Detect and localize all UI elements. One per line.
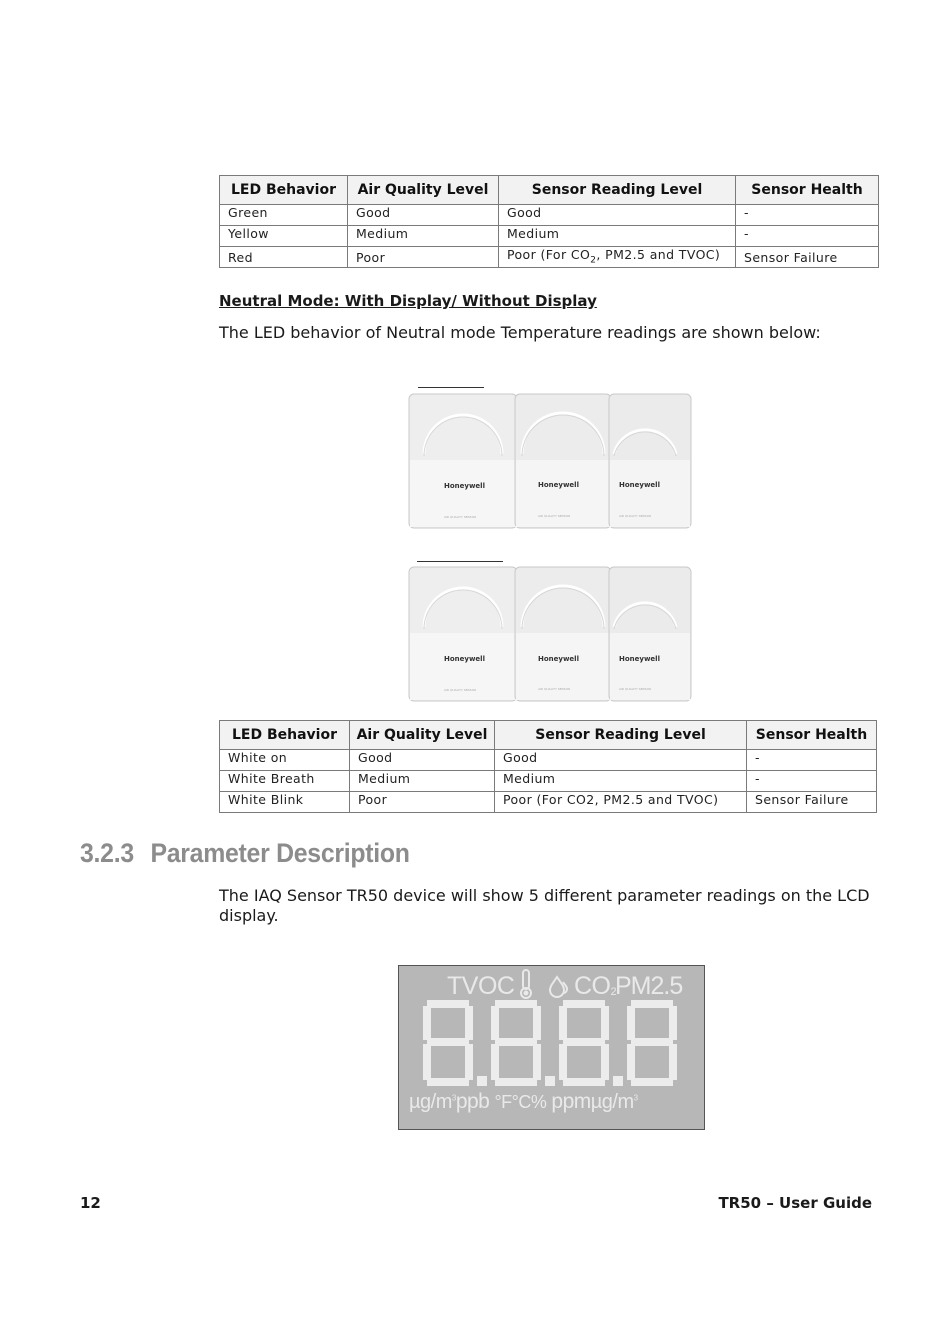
device-left <box>409 567 517 701</box>
lcd-display-figure <box>398 965 705 1130</box>
unit-ugm3-sup: 3 <box>451 1093 456 1103</box>
led-table-neutral <box>219 720 877 813</box>
cell-air-quality: Medium <box>350 771 495 792</box>
lcd-label-pm25: PM2.5 <box>615 972 683 1000</box>
header-sensor-health: Sensor Health <box>736 176 879 205</box>
section-description: The IAQ Sensor TR50 device will show 5 different parameter readings on the LCD display. <box>219 886 870 925</box>
cell-health: - <box>736 226 879 247</box>
cell-air-quality: Poor <box>350 792 495 813</box>
digit-readout-text: 8.8.8.8 <box>419 998 423 999</box>
table-header-row <box>220 721 877 750</box>
device-middle <box>515 567 611 701</box>
cell-led: White Blink <box>220 792 350 813</box>
device-right <box>609 567 691 701</box>
unit-ugm3: µg/m <box>409 1091 452 1113</box>
figure-rule-top <box>418 387 484 388</box>
reading-text: Poor (For CO <box>507 247 591 262</box>
device-figure-bottom <box>408 565 692 703</box>
device-brand-logo: Honeywell <box>444 655 485 663</box>
lcd-label-co2 <box>574 972 616 1001</box>
cell-led: Red <box>220 247 348 268</box>
section-heading <box>80 838 410 869</box>
device-left <box>409 394 517 528</box>
header-air-quality-level: Air Quality Level <box>348 176 499 205</box>
cell-led: Green <box>220 205 348 226</box>
humidity-icon <box>547 974 571 998</box>
cell-reading <box>499 247 736 268</box>
header-sensor-reading-level: Sensor Reading Level <box>495 721 747 750</box>
table-row <box>220 205 879 226</box>
section-title: Parameter Description <box>150 838 410 868</box>
table-header-row <box>220 176 879 205</box>
cell-air-quality: Good <box>350 750 495 771</box>
unit-deg-f: °F <box>494 1092 512 1112</box>
device-middle <box>515 394 611 528</box>
header-sensor-health: Sensor Health <box>747 721 877 750</box>
table-row <box>220 226 879 247</box>
section-number: 3.2.3 <box>80 838 134 868</box>
device-right <box>609 394 691 528</box>
cell-health: - <box>736 205 879 226</box>
cell-health: Sensor Failure <box>747 792 877 813</box>
lcd-units-row <box>409 1090 638 1114</box>
device-brand-logo: Honeywell <box>444 482 485 490</box>
device-caption: AIR QUALITY SENSOR <box>538 687 571 691</box>
device-caption: AIR QUALITY SENSOR <box>619 687 652 691</box>
unit-percent: % <box>530 1092 547 1112</box>
device-brand-logo: Honeywell <box>619 481 660 489</box>
lcd-label-tvoc: TVOC <box>447 972 515 1000</box>
cell-reading: Good <box>499 205 736 226</box>
device-brand-logo: Honeywell <box>538 655 579 663</box>
table-row <box>220 771 877 792</box>
cell-air-quality: Poor <box>348 247 499 268</box>
co-text: CO <box>574 972 611 1000</box>
figure-rule-bottom <box>417 561 503 562</box>
unit-ppm: ppm <box>551 1090 591 1113</box>
table-row <box>220 247 879 268</box>
unit-ppb: ppb <box>455 1090 490 1113</box>
cell-led: Yellow <box>220 226 348 247</box>
thermometer-icon <box>518 968 534 1000</box>
cell-air-quality: Medium <box>348 226 499 247</box>
neutral-mode-description: The LED behavior of Neutral mode Temperature readings are shown below: <box>219 323 821 342</box>
cell-reading: Medium <box>495 771 747 792</box>
header-air-quality-level: Air Quality Level <box>350 721 495 750</box>
cell-health: Sensor Failure <box>736 247 879 268</box>
reading-tail: , PM2.5 and TVOC) <box>596 247 721 262</box>
table-row <box>220 792 877 813</box>
unit-ugm3-b-sup: 3 <box>633 1093 638 1103</box>
co2-subscript: 2 <box>590 255 597 266</box>
device-figure-top <box>408 392 692 530</box>
cell-health: - <box>747 750 877 771</box>
page-number: 12 <box>80 1194 101 1212</box>
guide-title: TR50 – User Guide <box>718 1194 872 1212</box>
led-table-color <box>219 175 879 268</box>
cell-reading: Good <box>495 750 747 771</box>
neutral-mode-heading: Neutral Mode: With Display/ Without Display <box>219 292 597 310</box>
device-caption: AIR QUALITY SENSOR <box>538 514 571 518</box>
unit-ugm3-b: µg/m <box>590 1091 634 1113</box>
co2-subscript: 2 <box>610 986 617 998</box>
cell-led: White on <box>220 750 350 771</box>
device-caption: AIR QUALITY SENSOR <box>444 688 477 692</box>
table-row <box>220 750 877 771</box>
unit-deg-c: °C <box>511 1092 531 1112</box>
header-led-behavior: LED Behavior <box>220 721 350 750</box>
device-caption: AIR QUALITY SENSOR <box>619 514 652 518</box>
cell-reading: Medium <box>499 226 736 247</box>
header-led-behavior: LED Behavior <box>220 176 348 205</box>
cell-reading: Poor (For CO2, PM2.5 and TVOC) <box>495 792 747 813</box>
cell-health: - <box>747 771 877 792</box>
header-sensor-reading-level: Sensor Reading Level <box>499 176 736 205</box>
cell-air-quality: Good <box>348 205 499 226</box>
device-brand-logo: Honeywell <box>538 481 579 489</box>
device-brand-logo: Honeywell <box>619 655 660 663</box>
cell-led: White Breath <box>220 771 350 792</box>
seven-segment-digits <box>419 998 699 1090</box>
device-caption: AIR QUALITY SENSOR <box>444 515 477 519</box>
